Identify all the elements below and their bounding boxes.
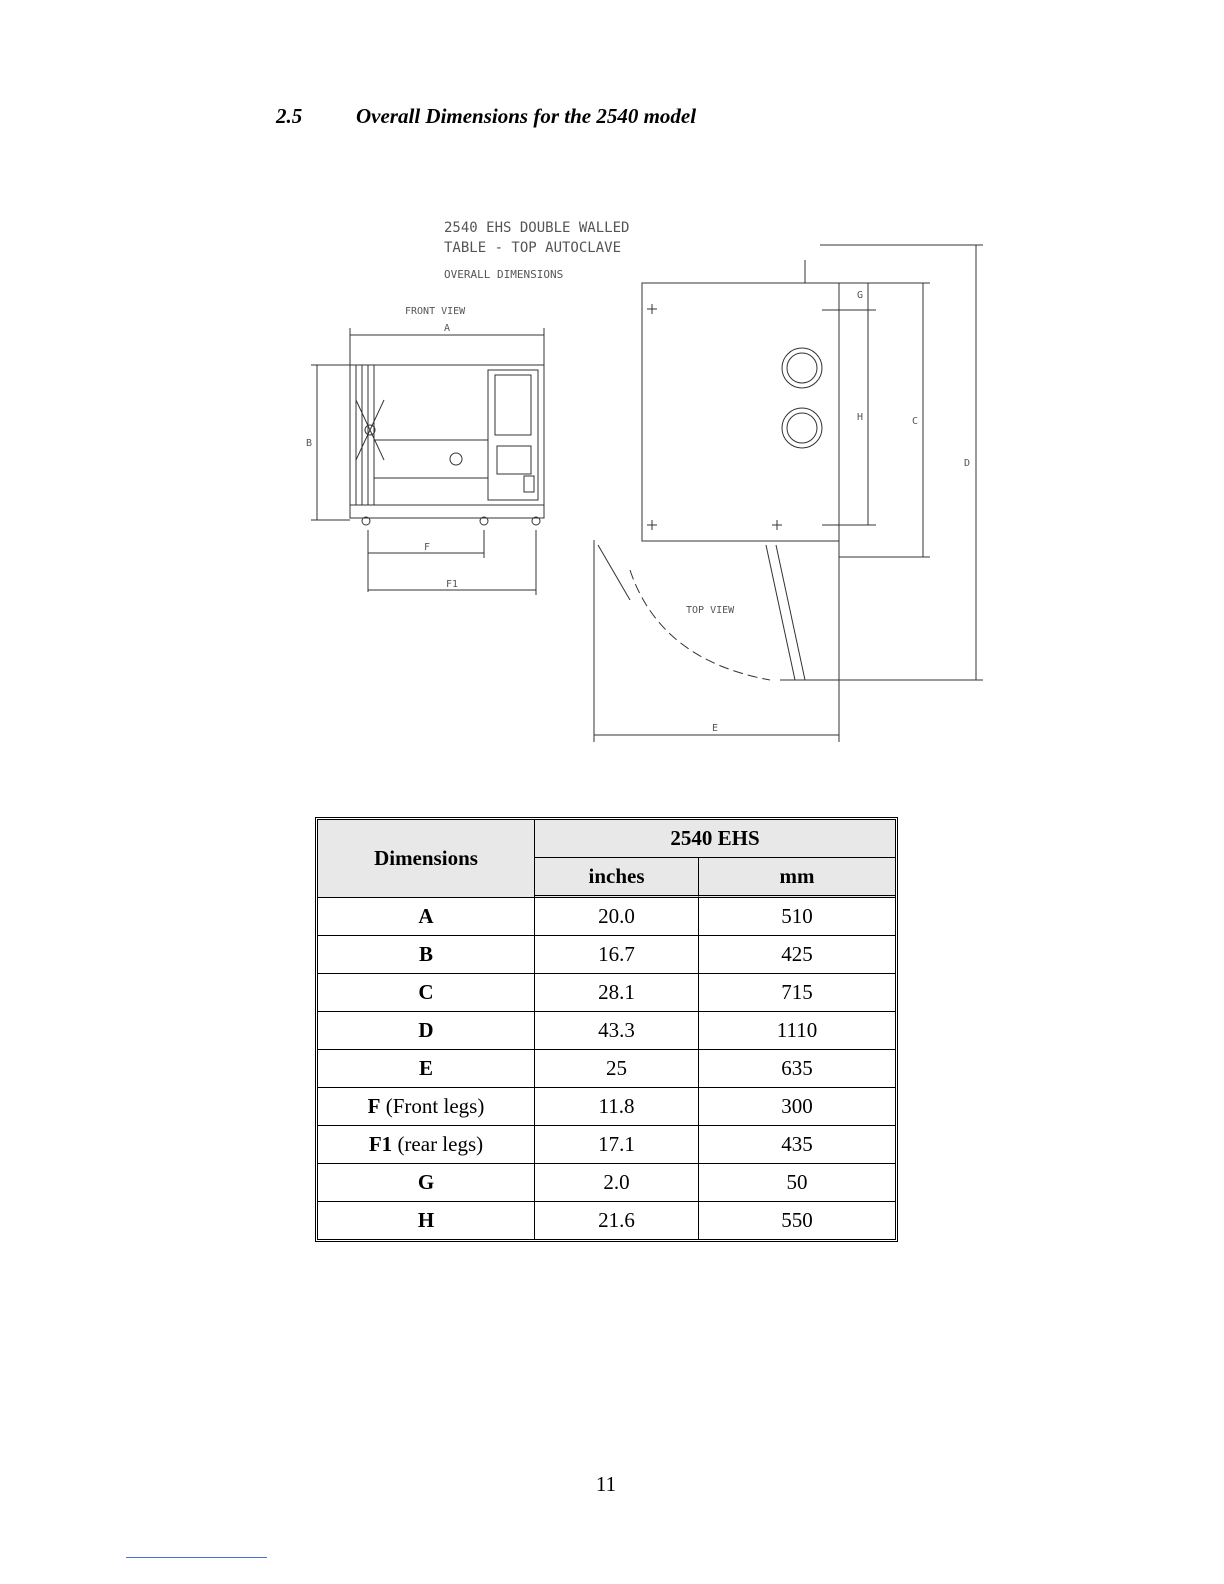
top-view-body: [642, 283, 839, 541]
dim-label-d: D: [964, 458, 971, 469]
inches-cell: 17.1: [535, 1126, 699, 1164]
drawing-title-line1: 2540 EHS DOUBLE WALLED: [444, 220, 630, 236]
table-row: [318, 1012, 895, 1050]
footnote-separator: [126, 1557, 267, 1558]
dim-label-g: G: [857, 290, 864, 301]
top-view-label: TOP VIEW: [686, 605, 735, 616]
header-dimensions: Dimensions: [318, 820, 535, 898]
dimensions-table: [315, 817, 898, 1242]
dimension-drawing: [300, 210, 990, 755]
mm-cell: 435: [699, 1126, 895, 1164]
row-label: [318, 1050, 535, 1088]
row-label: [318, 898, 535, 936]
table-row: [318, 1126, 895, 1164]
row-key: G: [417, 1170, 435, 1194]
dim-label-e: E: [712, 723, 719, 734]
table-body: [318, 898, 895, 1239]
table-row: [318, 974, 895, 1012]
dim-label-f: F: [424, 542, 431, 553]
section-heading: [276, 104, 696, 129]
inches-cell: 20.0: [535, 898, 699, 936]
header-inches: inches: [535, 858, 699, 898]
mm-cell: 715: [699, 974, 895, 1012]
inches-cell: 2.0: [535, 1164, 699, 1202]
row-label: [318, 936, 535, 974]
dim-label-h: H: [857, 412, 864, 423]
inches-cell: 25: [535, 1050, 699, 1088]
mm-cell: 635: [699, 1050, 895, 1088]
row-key: B: [418, 942, 433, 966]
row-key: A: [418, 904, 434, 928]
row-label: [318, 1202, 535, 1239]
section-title: Overall Dimensions for the 2540 model: [356, 104, 697, 128]
mm-cell: 50: [699, 1164, 895, 1202]
mm-cell: 550: [781, 1208, 813, 1232]
mm-cell: 300: [699, 1088, 895, 1126]
row-label: [318, 1088, 535, 1126]
row-key: H: [417, 1208, 435, 1232]
inches-cell: 11.8: [535, 1088, 699, 1126]
row-label: [318, 1012, 535, 1050]
header-mm: mm: [699, 858, 895, 898]
mm-cell: 510: [699, 898, 895, 936]
row-note: (rear legs): [392, 1132, 484, 1156]
drawing-title-line3: OVERALL DIMENSIONS: [444, 268, 564, 281]
inches-cell: 16.7: [535, 936, 699, 974]
dim-label-a: A: [444, 323, 451, 334]
table-row: [318, 1050, 895, 1088]
table-row: [318, 898, 895, 936]
row-key: F: [367, 1094, 381, 1118]
dim-label-c: C: [912, 416, 919, 427]
dim-label-b: B: [306, 438, 313, 449]
row-key: C: [418, 980, 434, 1004]
dim-label-f1: F1: [446, 579, 459, 590]
row-label: [318, 1126, 535, 1164]
row-note: (Front legs): [380, 1094, 485, 1118]
mm-cell: 425: [699, 936, 895, 974]
header-model: 2540 EHS: [535, 820, 895, 858]
drawing-title-line2: TABLE - TOP AUTOCLAVE: [444, 240, 622, 256]
table-row: [318, 1202, 895, 1239]
inches-cell: 21.6: [535, 1202, 699, 1239]
row-key: D: [418, 1018, 434, 1042]
row-label: [318, 974, 535, 1012]
front-view-label: FRONT VIEW: [405, 306, 466, 317]
table-row: [318, 1164, 895, 1202]
section-number: 2.5: [276, 104, 303, 128]
row-key: F1: [368, 1132, 393, 1156]
inches-cell: 28.1: [535, 974, 699, 1012]
table-row: [318, 936, 895, 974]
row-label: [318, 1164, 535, 1202]
page-number: 11: [595, 1472, 617, 1496]
mm-cell: 1110: [699, 1012, 895, 1050]
row-key: E: [418, 1056, 433, 1080]
table-row: [318, 1088, 895, 1126]
inches-cell: 43.3: [535, 1012, 699, 1050]
